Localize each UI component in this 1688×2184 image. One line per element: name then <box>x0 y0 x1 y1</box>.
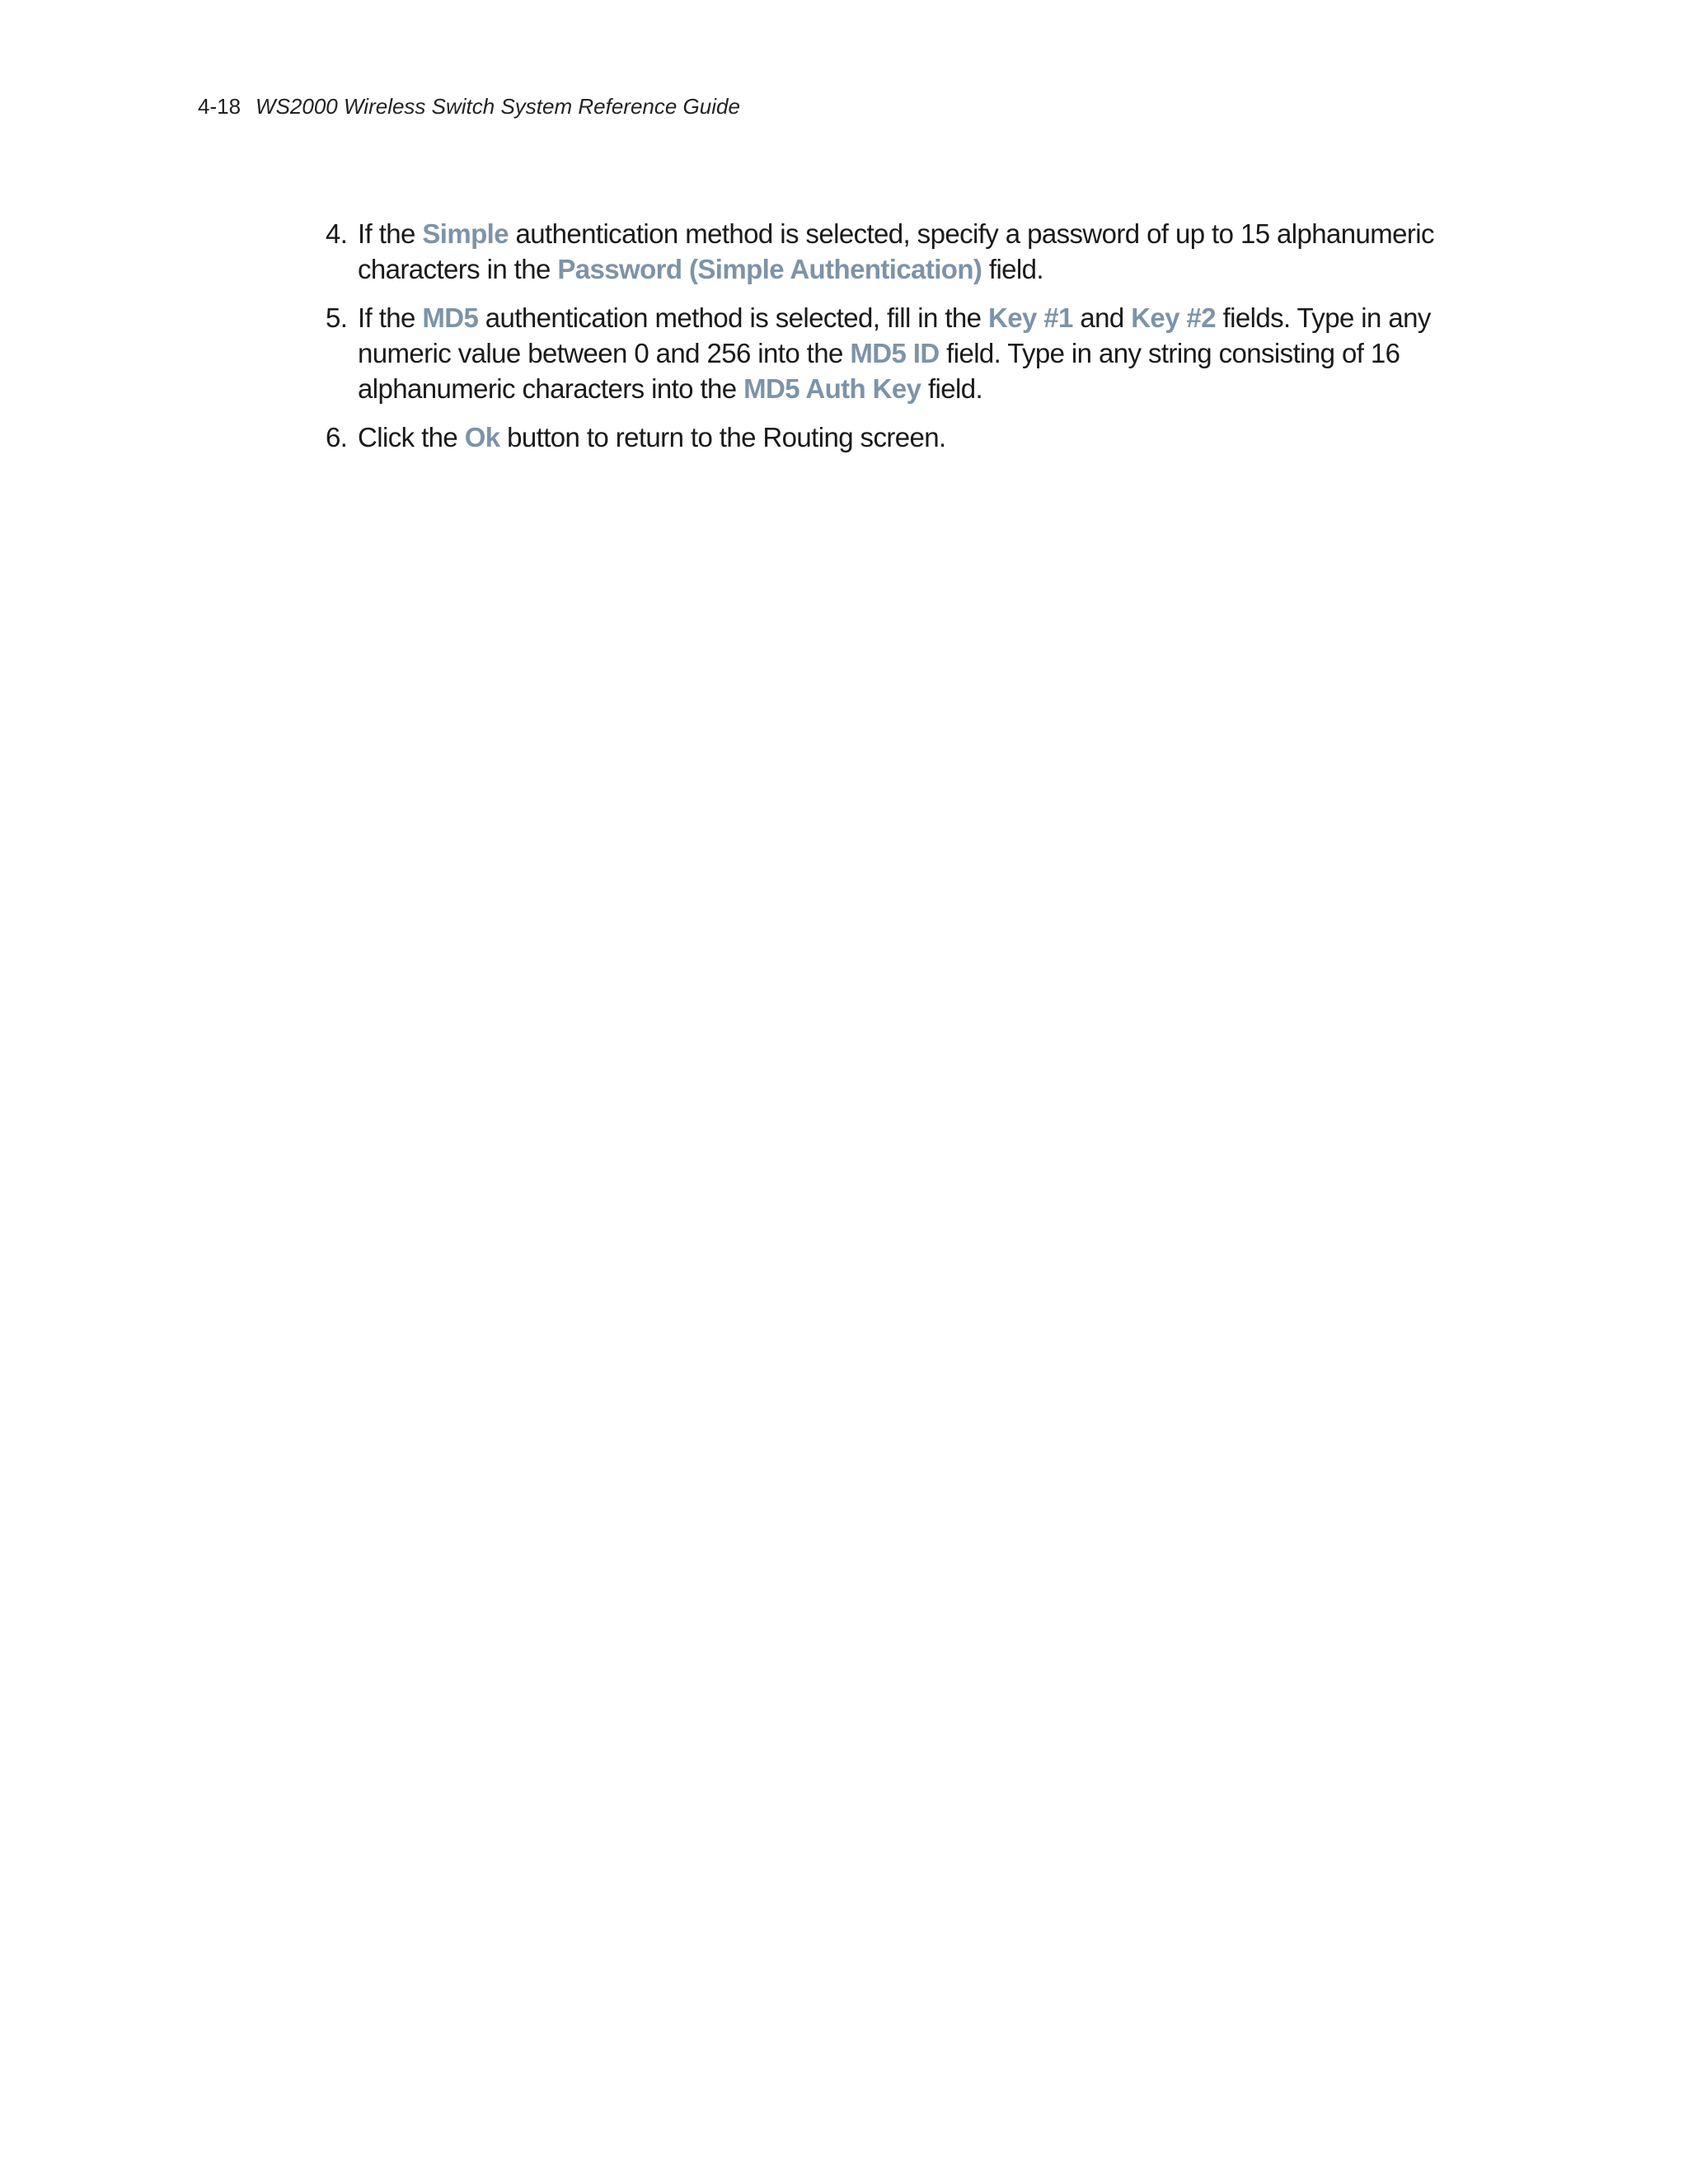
step-number: 6. <box>326 422 348 452</box>
step-text <box>358 218 1434 284</box>
step-4 <box>326 216 1512 287</box>
text-run: fields. Type in any numeric value between 0 and 256 into the <box>358 302 1431 368</box>
text-run: field. <box>921 373 983 404</box>
ui-term-md5-auth-key: MD5 Auth Key <box>743 373 921 404</box>
step-number: 4. <box>326 218 348 249</box>
text-run: and <box>1072 302 1132 333</box>
step-text <box>358 302 1431 404</box>
step-text <box>358 422 946 452</box>
page-number: 4-18 <box>198 94 241 119</box>
step-number: 5. <box>326 302 348 333</box>
ui-term-md5-id: MD5 ID <box>850 338 940 368</box>
text-run: If the <box>358 218 423 249</box>
text-run: button to return to the Routing screen. <box>499 422 946 452</box>
running-header <box>198 92 740 120</box>
step-5 <box>326 300 1512 406</box>
text-run: field. <box>982 254 1043 284</box>
ui-term-ok: Ok <box>464 422 500 452</box>
ui-term-simple: Simple <box>422 218 509 249</box>
text-run: authentication method is selected, fill in the <box>478 302 988 333</box>
book-title: WS2000 Wireless Switch System Reference Guide <box>256 94 740 119</box>
text-run: field. Type in any string consisting of 16 alphanumeric characters into the <box>358 338 1400 404</box>
step-6 <box>326 419 1512 455</box>
ui-term-md5: MD5 <box>422 302 479 333</box>
text-run: authentication method is selected, specify a password of up to 15 alphanumeric characters in the <box>358 218 1434 284</box>
ui-term-key-2: Key #2 <box>1131 302 1217 333</box>
procedure-steps <box>326 216 1512 468</box>
text-run: If the <box>358 302 423 333</box>
ui-term-key-1: Key #1 <box>987 302 1073 333</box>
text-run: Click the <box>358 422 465 452</box>
ui-term-password-field: Password (Simple Authentication) <box>557 254 982 284</box>
